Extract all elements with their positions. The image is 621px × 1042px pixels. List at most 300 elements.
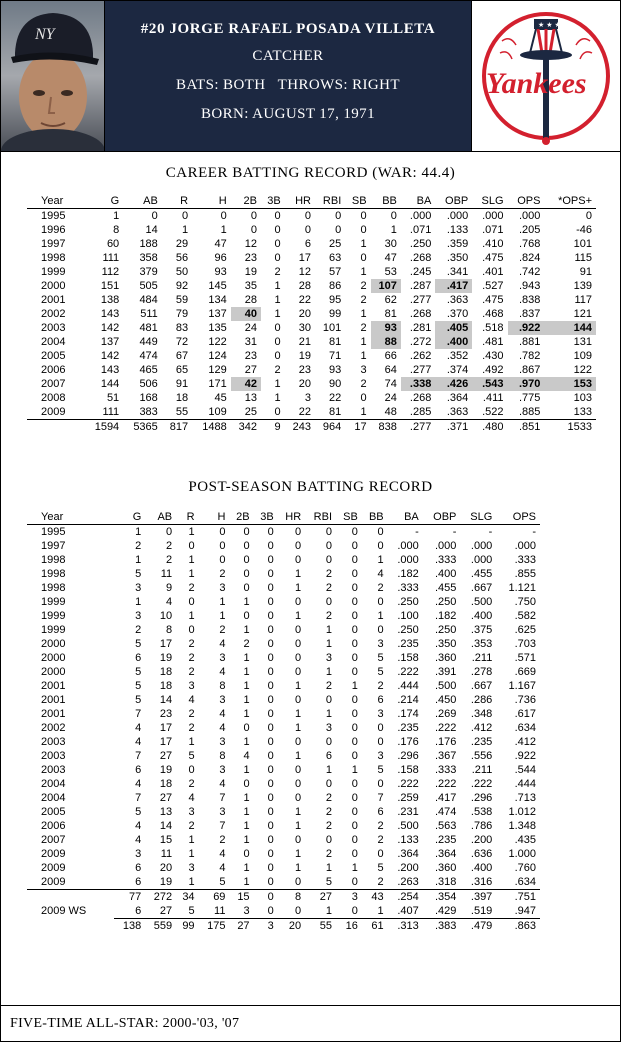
table-cell: 11 <box>160 568 173 580</box>
table-cell: .333 <box>514 554 536 566</box>
table-cell: .000 <box>514 540 536 552</box>
table-cell: 56 <box>175 252 189 264</box>
table-cell <box>27 919 114 934</box>
table-cell: 4 <box>219 638 226 650</box>
footer <box>1 1005 620 1041</box>
table-cell: 4 <box>377 568 384 580</box>
table-cell: 0 <box>188 624 195 636</box>
table-cell: .370 <box>446 308 469 320</box>
table-cell: 24 <box>244 322 257 334</box>
table-cell: 1998 <box>41 582 66 594</box>
table-cell: .222 <box>397 666 419 678</box>
table-cell: 0 <box>267 666 274 678</box>
table-cell: 6 <box>304 238 311 250</box>
table-cell: .353 <box>470 638 493 650</box>
table-cell: .235 <box>434 834 457 846</box>
table-cell: 1.012 <box>508 806 536 818</box>
table-cell: 2 <box>377 820 384 832</box>
table-cell: 3 <box>135 848 142 860</box>
table-cell: 19 <box>159 876 173 888</box>
all-star-note: FIVE-TIME ALL-STAR: 2000-'03, '07 <box>10 1016 240 1031</box>
table-cell: 107 <box>371 279 401 293</box>
table-cell: 2 <box>188 582 195 594</box>
table-cell: 10 <box>159 610 173 622</box>
column-header: BA <box>404 511 419 523</box>
table-cell: .563 <box>434 820 457 832</box>
table-cell: 7 <box>135 750 142 762</box>
table-cell: 2 <box>166 554 173 566</box>
table-cell: 99 <box>176 919 198 934</box>
table-cell: .391 <box>434 666 457 678</box>
table-cell: .231 <box>397 806 419 818</box>
table-cell: .867 <box>519 364 541 376</box>
table-cell: 17 <box>298 252 311 264</box>
table-cell: 1 <box>295 568 302 580</box>
table-row <box>27 265 596 279</box>
table-cell: .430 <box>482 350 504 362</box>
table-row <box>27 875 540 890</box>
table-cell: 2 <box>325 848 333 860</box>
table-cell: 1 <box>243 834 250 846</box>
table-cell: 2 <box>219 834 226 846</box>
table-cell: 2 <box>135 540 142 552</box>
table-cell: .768 <box>519 238 541 250</box>
table-cell: 74 <box>384 378 397 390</box>
table-cell: 1 <box>325 638 333 650</box>
table-cell: 484 <box>139 294 158 306</box>
table-row <box>27 721 540 735</box>
table-cell: 1 <box>243 876 250 888</box>
table-row <box>27 293 596 307</box>
table-cell: 3 <box>377 750 384 762</box>
table-row <box>27 919 540 934</box>
table-cell: 13 <box>159 806 173 818</box>
table-cell: 0 <box>351 694 358 706</box>
table-cell: 2 <box>360 294 367 306</box>
table-cell: 1 <box>325 905 333 917</box>
table-cell: 383 <box>139 406 158 418</box>
career-body <box>27 209 596 435</box>
table-cell: .667 <box>470 680 493 692</box>
table-cell: .855 <box>514 568 536 580</box>
table-cell: 115 <box>574 252 592 264</box>
table-cell: 2006 <box>41 820 66 832</box>
table-row <box>27 763 540 777</box>
table-cell: 0 <box>267 680 274 692</box>
table-cell: 4 <box>219 848 226 860</box>
table-cell: 0 <box>267 722 274 734</box>
table-cell: 2009 <box>41 876 66 888</box>
table-cell: 93 <box>329 364 342 376</box>
logo-wordmark: Yankees <box>486 67 587 100</box>
table-cell: 0 <box>295 736 302 748</box>
table-cell: 0 <box>544 209 596 224</box>
table-cell: .363 <box>446 294 469 306</box>
table-cell: .000 <box>508 209 545 224</box>
table-row <box>27 567 540 581</box>
table-cell: 0 <box>254 525 278 540</box>
table-cell: .350 <box>446 252 469 264</box>
table-cell: 1.000 <box>508 848 536 860</box>
table-row <box>27 595 540 609</box>
table-cell: 1 <box>188 736 195 748</box>
table-cell: .176 <box>434 736 457 748</box>
table-cell: 0 <box>351 820 358 832</box>
table-cell: 35 <box>244 280 257 292</box>
table-cell: 0 <box>360 224 367 236</box>
table-cell: .211 <box>471 652 493 664</box>
column-header: 2B <box>243 195 257 207</box>
table-cell: .222 <box>397 778 419 790</box>
table-cell: .000 <box>435 209 472 224</box>
column-header: SLG <box>481 195 504 207</box>
table-cell: 134 <box>208 294 227 306</box>
table-cell: 93 <box>371 321 401 335</box>
table-cell: 153 <box>544 377 596 391</box>
table-cell: 30 <box>384 238 397 250</box>
table-cell: 92 <box>175 280 189 292</box>
table-cell: .634 <box>514 876 536 888</box>
table-cell: .200 <box>470 834 493 846</box>
table-cell: 474 <box>139 350 158 362</box>
table-cell: .350 <box>434 638 457 650</box>
table-cell: .250 <box>397 624 419 636</box>
table-cell: 17 <box>159 722 173 734</box>
table-cell: 2001 <box>41 694 66 706</box>
table-cell: 111 <box>102 252 120 264</box>
table-cell: 0 <box>267 862 274 874</box>
table-cell: 0 <box>377 596 384 608</box>
table-cell: 20 <box>298 308 311 320</box>
table-cell: .947 <box>514 905 536 917</box>
table-cell: 0 <box>335 224 342 236</box>
table-cell: 0 <box>267 708 274 720</box>
table-cell: 3 <box>377 638 384 650</box>
player-banner <box>105 1 471 151</box>
table-cell: 1.167 <box>508 680 536 692</box>
table-cell: 2 <box>188 638 195 650</box>
table-cell: 142 <box>100 350 120 362</box>
table-cell: 9 <box>261 420 285 435</box>
table-cell: .736 <box>514 694 536 706</box>
table-cell: .824 <box>519 252 541 264</box>
table-cell: 2 <box>377 834 384 846</box>
birth-date: BORN: AUGUST 17, 1971 <box>201 106 375 122</box>
table-cell: .426 <box>435 377 472 391</box>
table-cell: 4 <box>219 708 226 720</box>
table-cell: 3 <box>219 736 226 748</box>
table-cell: 131 <box>573 336 592 348</box>
table-cell: .837 <box>519 308 541 320</box>
table-cell: 2002 <box>41 308 66 320</box>
table-cell: 1594 <box>85 420 124 435</box>
table-cell: 42 <box>231 377 261 391</box>
table-cell: .316 <box>470 876 493 888</box>
table-cell: 2001 <box>41 680 66 692</box>
table-cell: 0 <box>351 624 358 636</box>
table-cell: .200 <box>397 862 419 874</box>
table-cell: 0 <box>274 238 281 250</box>
table-cell: 1 <box>188 848 195 860</box>
table-cell: 505 <box>139 280 158 292</box>
table-cell: .250 <box>397 596 419 608</box>
table-cell: 15 <box>229 890 253 905</box>
table-cell: 1 <box>188 610 195 622</box>
table-cell: .277 <box>409 364 432 376</box>
table-cell: .625 <box>514 624 536 636</box>
table-cell: .571 <box>514 652 536 664</box>
table-cell: 3 <box>219 652 226 664</box>
table-cell: 2008 <box>41 392 66 404</box>
table-cell: 0 <box>351 708 358 720</box>
table-cell: .582 <box>514 610 536 622</box>
table-cell: 19 <box>159 764 173 776</box>
table-cell: 1 <box>243 596 250 608</box>
table-cell: .281 <box>409 322 432 334</box>
table-cell: 62 <box>384 294 397 306</box>
table-cell: .245 <box>409 266 432 278</box>
table-cell: .636 <box>470 848 493 860</box>
table-cell: 55 <box>175 406 189 418</box>
table-cell: 88 <box>371 335 401 349</box>
table-cell: .412 <box>470 722 493 734</box>
table-cell: 5 <box>377 862 384 874</box>
table-cell: 23 <box>298 364 311 376</box>
table-cell: 1 <box>377 905 384 917</box>
column-header: R <box>186 511 195 523</box>
table-cell: - <box>496 525 540 540</box>
table-cell: .480 <box>472 420 507 435</box>
table-cell: 1 <box>295 862 302 874</box>
table-cell: .371 <box>435 420 472 435</box>
column-header: AB <box>157 511 173 523</box>
table-cell: 55 <box>305 919 336 934</box>
table-row <box>27 890 540 905</box>
table-row <box>27 363 596 377</box>
table-cell: .158 <box>397 764 419 776</box>
table-cell: 1 <box>219 610 226 622</box>
table-cell: .543 <box>472 377 507 391</box>
svg-text:NY: NY <box>35 26 55 43</box>
column-header: H <box>218 195 227 207</box>
table-cell: 0 <box>274 350 281 362</box>
column-header: OBP <box>445 195 469 207</box>
table-cell: 2 <box>325 680 333 692</box>
table-cell: 2007 <box>41 834 66 846</box>
table-cell: 0 <box>295 905 302 917</box>
table-cell: 4 <box>135 736 142 748</box>
table-cell: 243 <box>285 420 315 435</box>
table-cell: 0 <box>267 792 274 804</box>
table-cell: 1 <box>188 876 195 888</box>
table-cell: .775 <box>519 392 541 404</box>
table-cell: .259 <box>397 792 419 804</box>
table-cell: 19 <box>244 266 257 278</box>
table-cell: 2000 <box>41 280 66 292</box>
table-cell: 1 <box>295 680 302 692</box>
table-cell: 7 <box>219 820 226 832</box>
table-cell: .922 <box>508 321 545 335</box>
table-cell: 20 <box>159 862 173 874</box>
table-row <box>27 651 540 665</box>
table-cell: 0 <box>267 694 274 706</box>
table-cell: .158 <box>397 652 419 664</box>
table-cell: .341 <box>446 266 469 278</box>
table-cell: .254 <box>388 890 423 905</box>
table-cell: 3 <box>188 862 195 874</box>
table-cell: 0 <box>267 764 274 776</box>
table-cell: 40 <box>231 307 261 321</box>
table-cell: .444 <box>514 778 536 790</box>
table-cell: 20 <box>278 919 305 934</box>
player-name: #20 JORGE RAFAEL POSADA VILLETA <box>140 21 436 37</box>
table-cell: .364 <box>434 848 457 860</box>
table-row <box>27 833 540 847</box>
table-cell: 1995 <box>27 209 85 224</box>
table-cell: .313 <box>388 919 423 934</box>
table-cell: 0 <box>267 736 274 748</box>
table-cell: 14 <box>159 820 173 832</box>
table-cell: 0 <box>351 722 358 734</box>
table-cell: .742 <box>519 266 541 278</box>
table-cell: 117 <box>574 294 592 306</box>
table-cell: 64 <box>384 364 397 376</box>
table-cell: 13 <box>244 392 257 404</box>
table-cell: .400 <box>470 862 493 874</box>
table-row <box>27 861 540 875</box>
table-cell: .750 <box>514 596 536 608</box>
table-cell: 0 <box>351 652 358 664</box>
table-cell: 1 <box>243 694 250 706</box>
table-cell: 5 <box>135 694 142 706</box>
table-cell: 342 <box>231 420 261 435</box>
table-cell: .268 <box>409 252 432 264</box>
table-cell: 47 <box>384 252 397 264</box>
table-cell: 51 <box>106 392 120 404</box>
table-cell: 2 <box>274 266 281 278</box>
table-cell: 1 <box>351 680 358 692</box>
table-cell: 121 <box>573 308 592 320</box>
table-cell: 6 <box>135 905 142 917</box>
table-cell: 143 <box>100 308 120 320</box>
table-cell: .182 <box>434 610 457 622</box>
table-cell: 1 <box>243 862 250 874</box>
table-row <box>27 223 596 237</box>
table-cell: 6 <box>135 652 142 664</box>
table-cell: 3 <box>243 905 250 917</box>
table-cell: 0 <box>267 806 274 818</box>
table-cell: .400 <box>435 335 472 349</box>
table-cell: .235 <box>397 722 419 734</box>
table-cell: 0 <box>162 209 192 224</box>
table-cell: 112 <box>101 266 120 278</box>
column-header: R <box>180 195 189 207</box>
table-cell: 2007 <box>41 378 66 390</box>
table-cell: 2 <box>325 792 333 804</box>
table-cell: .556 <box>470 750 493 762</box>
table-cell: 0 <box>267 624 274 636</box>
table-cell: 0 <box>377 848 384 860</box>
table-cell: 0 <box>295 596 302 608</box>
table-cell: 0 <box>295 778 302 790</box>
table-cell: 63 <box>329 252 342 264</box>
table-cell: 2 <box>243 638 250 650</box>
table-cell: 2001 <box>41 294 66 306</box>
table-cell: 0 <box>351 778 358 790</box>
table-cell: 0 <box>325 540 333 552</box>
table-cell: .174 <box>397 708 419 720</box>
table-cell: 2003 <box>41 764 66 776</box>
column-header: OBP <box>433 511 457 523</box>
table-row <box>27 749 540 763</box>
table-cell: 2 <box>188 652 195 664</box>
table-cell: 142 <box>100 322 120 334</box>
table-cell: 2 <box>166 540 173 552</box>
table-cell: .417 <box>434 792 457 804</box>
table-cell: 101 <box>322 322 342 334</box>
table-cell: 0 <box>295 834 302 846</box>
table-cell: .338 <box>401 377 435 391</box>
table-cell: 0 <box>351 750 358 762</box>
table-cell: 2 <box>377 680 384 692</box>
table-cell: 144 <box>544 321 596 335</box>
table-cell: 0 <box>267 834 274 846</box>
table-cell: 66 <box>384 350 397 362</box>
table-cell: 27 <box>159 750 173 762</box>
table-cell: 2 <box>274 364 281 376</box>
table-cell: 67 <box>175 350 189 362</box>
table-row <box>27 819 540 833</box>
table-cell: 175 <box>199 919 230 934</box>
table-cell: 1 <box>325 764 333 776</box>
table-cell: 7 <box>219 792 226 804</box>
table-cell: 151 <box>100 280 120 292</box>
table-cell: 0 <box>351 876 358 888</box>
table-cell: 4 <box>219 862 226 874</box>
table-cell: .455 <box>434 582 457 594</box>
table-cell: .522 <box>482 406 504 418</box>
table-cell: .713 <box>514 792 536 804</box>
column-header: AB <box>143 195 158 207</box>
table-cell: .474 <box>434 806 457 818</box>
table-cell: 5 <box>188 905 195 917</box>
table-cell: 30 <box>298 322 311 334</box>
table-cell: 137 <box>208 308 227 320</box>
table-cell: 61 <box>362 919 388 934</box>
table-cell: 138 <box>100 294 120 306</box>
table-cell: .500 <box>434 680 457 692</box>
table-cell: 449 <box>139 336 158 348</box>
table-cell: 0 <box>267 540 274 552</box>
table-cell: 18 <box>175 392 189 404</box>
table-cell: .429 <box>434 905 457 917</box>
table-cell: 1533 <box>544 420 596 435</box>
table-cell: .435 <box>514 834 536 846</box>
table-cell: .222 <box>470 778 493 790</box>
table-cell: 0 <box>305 525 336 540</box>
table-cell: 25 <box>329 238 342 250</box>
table-cell: 20 <box>298 378 311 390</box>
table-cell: 3 <box>135 610 142 622</box>
table-row <box>27 307 596 321</box>
column-header: *OPS+ <box>558 195 592 207</box>
table-cell: 95 <box>329 294 342 306</box>
table-cell: 111 <box>102 406 120 418</box>
table-cell: 0 <box>267 848 274 860</box>
table-cell: 0 <box>351 540 358 552</box>
table-cell: 0 <box>371 209 401 224</box>
table-cell: 22 <box>329 392 342 404</box>
